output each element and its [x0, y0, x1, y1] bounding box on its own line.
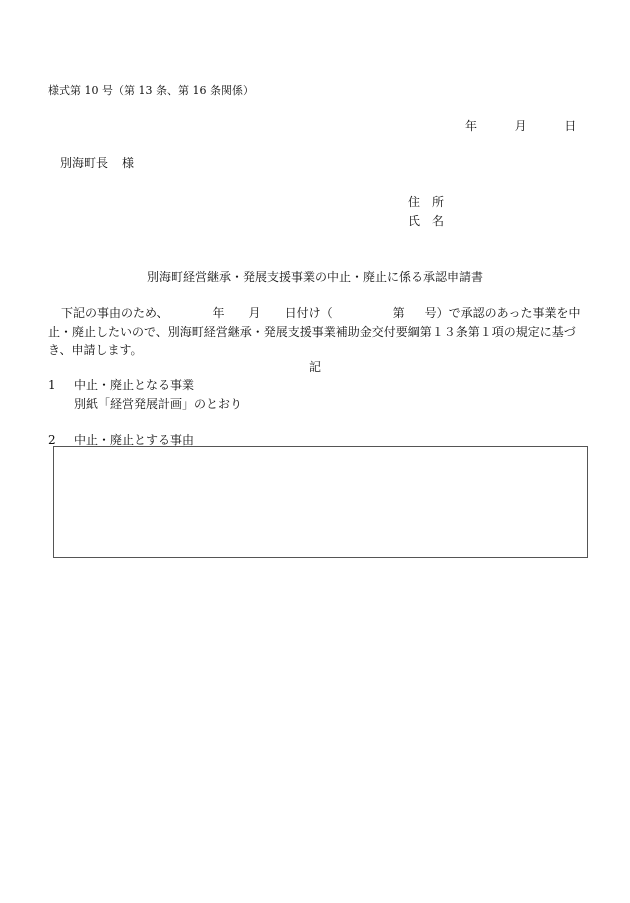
date-day-label: 日 — [564, 119, 577, 133]
item-2-number: 2 — [48, 433, 56, 447]
item-1-detail: 別紙「経営発展計画」のとおり — [74, 397, 243, 411]
item-2-label: 中止・廃止とする事由 — [74, 433, 195, 447]
date-line — [465, 117, 576, 134]
body-day-dated-label: 日付け（ — [284, 306, 333, 320]
item-1-label: 中止・廃止となる事業 — [74, 378, 195, 392]
item-1 — [48, 376, 194, 393]
body-reason-text: 下記の事由のため、 — [61, 306, 169, 320]
ki-heading: 記 — [308, 360, 321, 374]
body-month-label: 月 — [248, 306, 261, 320]
date-year-label: 年 — [465, 119, 478, 133]
date-month-label: 月 — [514, 119, 527, 133]
form-number: 様式第 10 号（第 13 条、第 16 条関係） — [48, 84, 254, 97]
addressee-honorific: 様 — [122, 156, 135, 170]
reason-input-box[interactable] — [53, 446, 588, 558]
applicant-name-label: 氏 名 — [408, 214, 445, 228]
addressee — [60, 154, 134, 171]
body-paragraph — [48, 304, 593, 360]
body-no-label: 第 — [392, 306, 405, 320]
item-1-number: 1 — [48, 378, 56, 392]
applicant-address-label: 住 所 — [408, 195, 445, 209]
document-title: 別海町経営継承・発展支援事業の中止・廃止に係る承認申請書 — [146, 270, 483, 284]
body-main-text: 号）で承認のあった事業を中止・廃止したいので、別海町経営継承・発展支援事業補助金交付要綱第１３条第１項の規定に基づき、申請します。 — [48, 306, 581, 357]
addressee-name: 別海町長 — [60, 156, 109, 170]
body-year-label: 年 — [212, 306, 225, 320]
